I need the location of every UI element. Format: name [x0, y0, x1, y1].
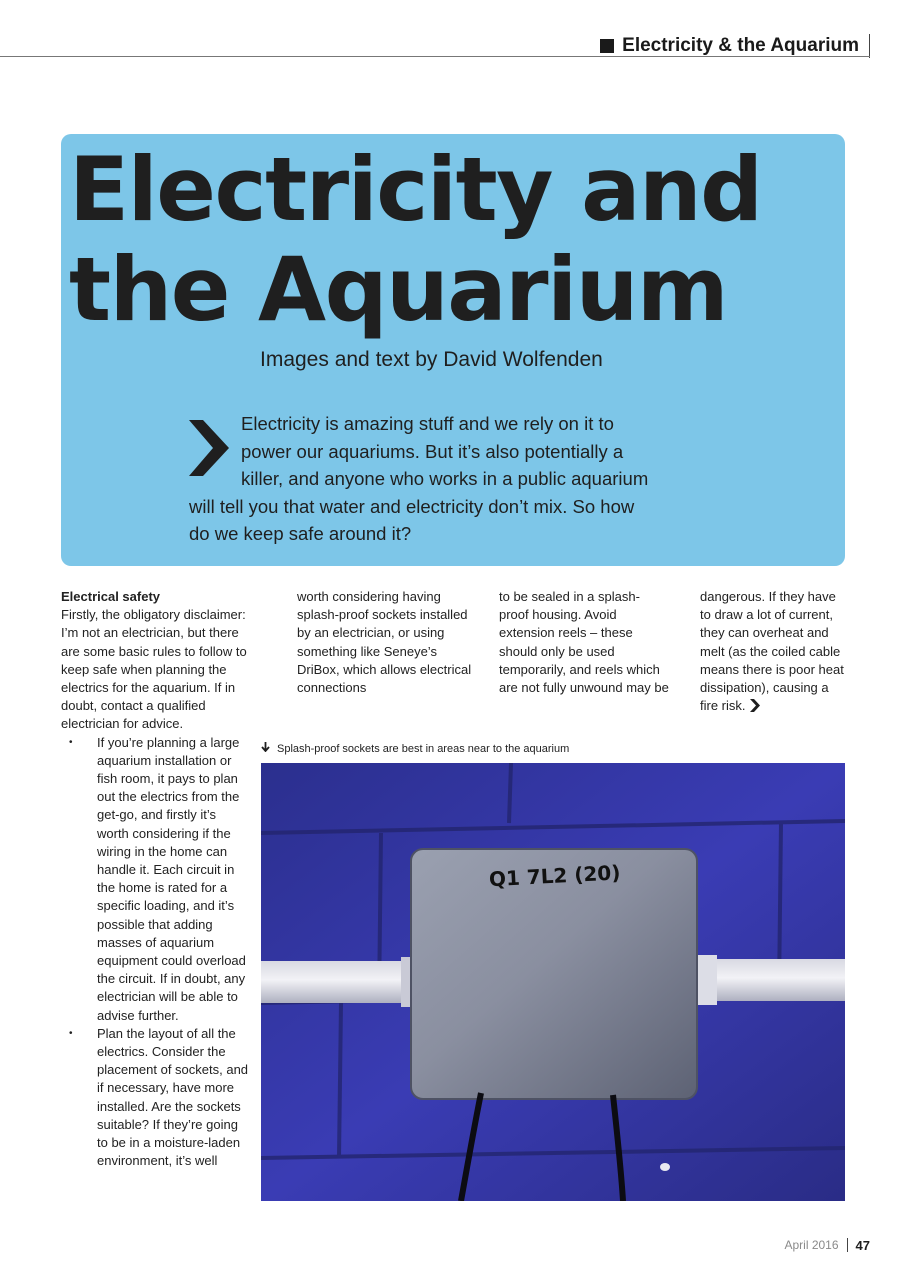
text-column-2: [297, 588, 472, 697]
list-item: • If you’re planning a large aquarium installation or fish room, it pays to plan out the electrics from the get-go, and firstly it’s worth considering if the wiring in the home can handle it. Each circuit in the home is rated for a specific loading, and it’s possible that adding masses of aquarium equipment could overload the circuit. If in doubt, any electrician will be able to advise further.: [61, 734, 251, 1025]
text-column-1: [61, 588, 251, 1171]
column-4-text: [700, 588, 850, 717]
photo-caption: [261, 742, 569, 755]
standfirst-text: Electricity is amazing stuff and we rely on it to power our aquariums. But it’s also potentially a killer, and anyone who works in a public aquarium will tell you that water and electricity don’t mix. So how do we keep safe around it?: [189, 413, 649, 544]
issue-date: April 2016: [784, 1238, 847, 1252]
box-label: Q1 7L2 (20): [488, 860, 621, 892]
byline: Images and text by David Wolfenden: [260, 348, 603, 371]
caption-text: Splash-proof sockets are best in areas near to the aquarium: [277, 742, 570, 755]
column-4-body: dangerous. If they have to draw a lot of current, they can overheat and melt (as the coiled cable means there is poor heat dissipation), causing a fire risk.: [700, 589, 844, 714]
column-2-text: worth considering having splash-proof sockets installed by an electrician, or using something like Seneye’s DriBox, which allows electrical connections: [297, 589, 472, 696]
article-title: [69, 140, 762, 340]
section-heading: Electrical safety: [61, 589, 161, 604]
end-mark-chevron-icon: [750, 699, 760, 717]
square-bullet-icon: [600, 39, 614, 53]
section-title: Electricity & the Aquarium: [622, 35, 859, 56]
standfirst: [189, 410, 659, 548]
title-panel: [61, 134, 845, 566]
text-column-3: [499, 588, 669, 697]
title-line-2: the Aquarium: [69, 238, 728, 341]
bullet-list: [61, 734, 251, 1171]
intro-paragraph: Firstly, the obligatory disclaimer: I’m not an electrician, but there are some basic rules to follow to keep safe when planning the electrics for the aquarium. If in doubt, contact a qualified electrician for advice.: [61, 607, 247, 732]
running-header: [600, 34, 870, 58]
junction-box-photo: [261, 763, 845, 1201]
header-rule: [0, 56, 870, 57]
column-3-text: to be sealed in a splash-proof housing. Avoid extension reels – these should only be used temporarily, and reels which are not fully unwound may be: [499, 589, 669, 696]
page-footer: [784, 1236, 870, 1254]
list-item: • Plan the layout of all the electrics. Consider the placement of sockets, and if necessary, have more installed. Are the sockets suitable? If they’re going to be in a moisture-laden environment, it’s well: [61, 1025, 251, 1171]
title-line-1: Electricity and: [69, 138, 762, 241]
chevron-right-icon: [189, 410, 241, 492]
arrow-down-icon: [261, 742, 270, 755]
text-column-4: [700, 588, 850, 717]
page-number: 47: [855, 1237, 870, 1253]
